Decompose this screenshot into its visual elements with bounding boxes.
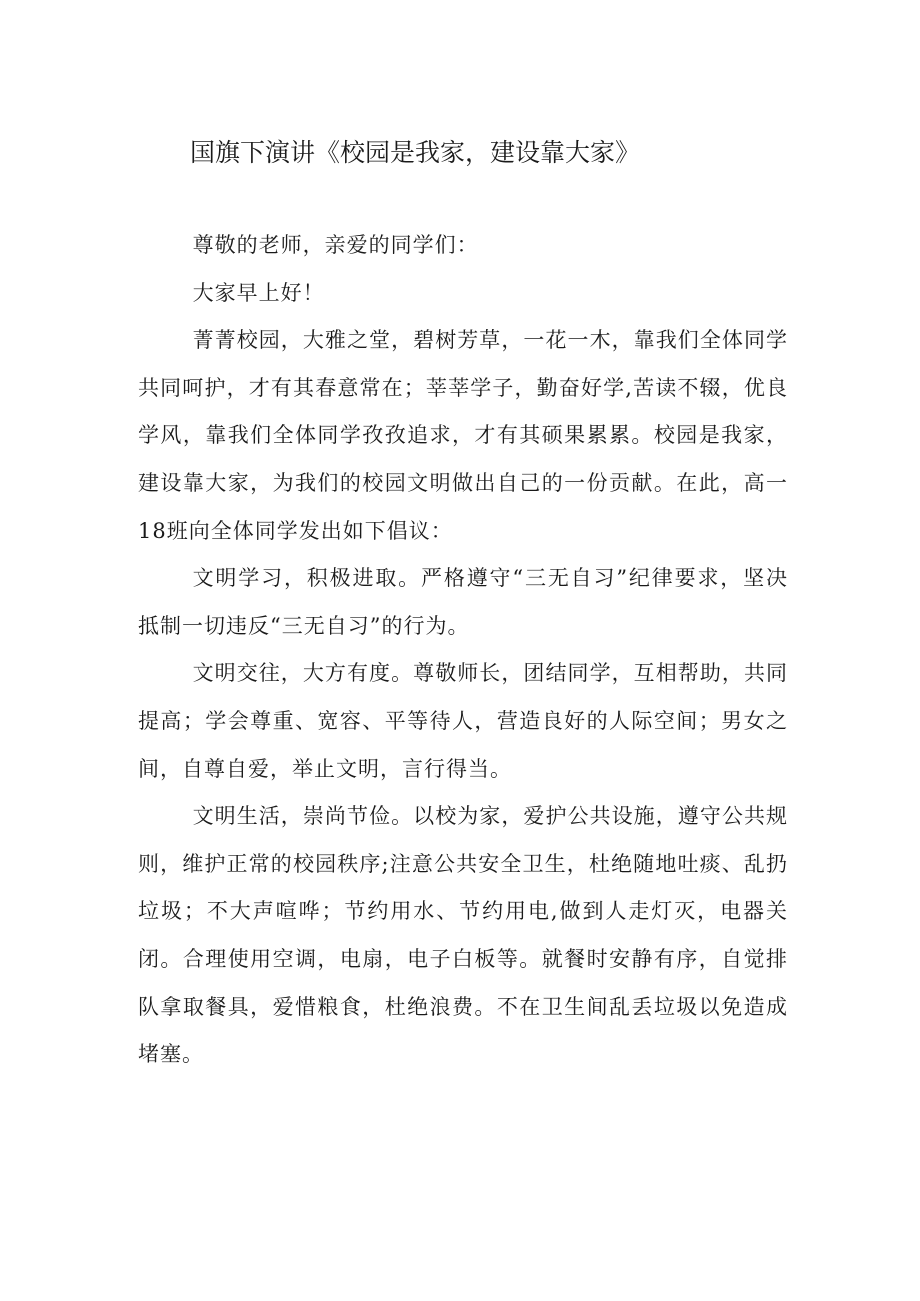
greeting: 大家早上好！ — [192, 280, 325, 305]
salutation: 尊敬的老师，亲爱的同学们： — [192, 233, 479, 257]
document-body — [138, 222, 788, 1079]
paragraph: 文明生活，崇尚节俭。以校为家，爱护公共设施，遵守公共规则，维护正常的校园秩序;注意公共安全卫生，杜绝随地吐痰、乱扔垃圾；不大声喧哗；节约用水、节约用电,做到人走灯灭，电器关闭。合理使用空调，电扇，电子白板等。就餐时安静有序，自觉排队拿取餐具，爱惜粮食，杜绝浪费。不在卫生间乱丢垃圾以免造成堵塞。 — [138, 804, 788, 1067]
paragraph: 文明学习，积极进取。严格遵守“三无自习”纪律要求，坚决抵制一切违反“三无自习”的行为。 — [138, 566, 788, 638]
paragraph: 菁菁校园，大雅之堂，碧树芳草，一花一木，靠我们全体同学共同呵护，才有其春意常在；莘莘学子，勤奋好学,苦读不辍，优良学风，靠我们全体同学孜孜追求，才有其硕果累累。校园是我家，建设靠大家，为我们的校园文明做出自己的一份贡献。在此，高一18班向全体同学发出如下倡议： — [138, 328, 788, 543]
document-title: 国旗下演讲《校园是我家，建设靠大家》 — [190, 138, 641, 167]
paragraph: 文明交往，大方有度。尊敬师长，团结同学，互相帮助，共同提高；学会尊重、宽容、平等待人，营造良好的人际空间；男女之间，自尊自爱，举止文明，言行得当。 — [138, 661, 788, 781]
